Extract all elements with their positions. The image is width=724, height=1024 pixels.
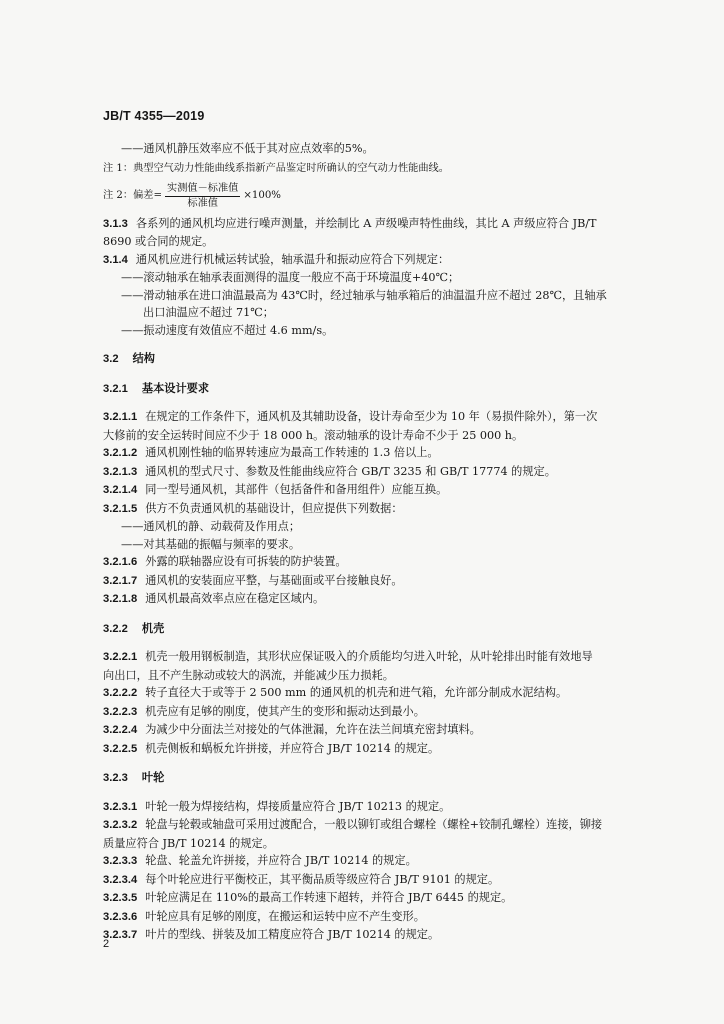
clause-number: 3.2.2.1 bbox=[103, 651, 138, 663]
section-number: 3.2.3 bbox=[103, 772, 128, 784]
clause-text: 机壳应有足够的刚度，使其产生的变形和振动达到最小。 bbox=[145, 704, 425, 718]
clause-3-2-2-5 bbox=[103, 740, 623, 759]
clause-3-1-3 bbox=[103, 215, 623, 234]
dash-item-cont: 出口油温应不超过 71℃； bbox=[143, 306, 274, 319]
clause-3-2-2-4 bbox=[103, 721, 623, 740]
section-number: 3.2.2 bbox=[103, 622, 128, 635]
clause-text: 各系列的通风机均应进行噪声测量，并绘制比 A 声级噪声特性曲线，其比 A 声级应符合 JB/T bbox=[135, 216, 597, 230]
clause-number: 3.2.3.5 bbox=[103, 892, 138, 904]
section-3-2-2-heading bbox=[103, 621, 623, 639]
note-2-suffix: ×100% bbox=[243, 190, 281, 202]
clause-text: 叶轮一般为焊接结构，焊接质量应符合 JB/T 10213 的规定。 bbox=[145, 799, 451, 813]
deviation-fraction bbox=[165, 183, 240, 210]
section-3-2-heading bbox=[103, 351, 623, 369]
section-3-2-3-heading bbox=[103, 770, 623, 788]
clause-text: 通风机应进行机械运转试验，轴承温升和振动应符合下列规定： bbox=[135, 252, 450, 266]
dash-item: ——对其基础的振幅与频率的要求。 bbox=[121, 537, 301, 551]
clause-3-2-1-6 bbox=[103, 553, 623, 572]
page-number: 2 bbox=[103, 938, 110, 950]
clause-number: 3.2.3.3 bbox=[103, 855, 138, 867]
clause-3-2-2-1 bbox=[103, 648, 623, 667]
clause-text: 通风机的型式尺寸、参数及性能曲线应符合 GB/T 3235 和 GB/T 17774 的规定。 bbox=[145, 464, 556, 478]
note-1: 注 1：典型空气动力性能曲线系指新产品鉴定时所确认的空气动力性能曲线。 bbox=[103, 162, 449, 174]
section-number: 3.2.1 bbox=[103, 382, 128, 395]
section-title: 机壳 bbox=[141, 622, 165, 635]
note-2-prefix: 注 2：偏差= bbox=[103, 190, 163, 202]
clause-text: 机壳一般用钢板制造，其形状应保证吸入的介质能均匀进入叶轮，从叶轮排出时能有效地导 bbox=[145, 650, 593, 663]
clause-number: 3.2.1.4 bbox=[103, 484, 138, 496]
clause-text: 通风机刚性轴的临界转速应为最高工作转速的 1.3 倍以上。 bbox=[145, 446, 439, 459]
clause-text: 同一型号通风机，其部件（包括备件和备用组件）应能互换。 bbox=[145, 483, 448, 496]
clause-number: 3.2.1.8 bbox=[103, 593, 138, 605]
clause-3-1-4 bbox=[103, 251, 623, 270]
clause-text: 机壳侧板和蜗板允许拼接，并应符合 JB/T 10214 的规定。 bbox=[145, 741, 440, 755]
clause-text: 在规定的工作条件下，通风机及其辅助设备，设计寿命至少为 10 年（易损件除外），第一次 bbox=[145, 410, 598, 423]
clause-number: 3.1.3 bbox=[103, 217, 128, 230]
clause-text: 转子直径大于或等于 2 500 mm 的通风机的机壳和进气箱，允许部分制成水泥结构。 bbox=[145, 686, 568, 699]
clause-number: 3.2.2.4 bbox=[103, 724, 138, 736]
clause-number: 3.2.2.5 bbox=[103, 742, 138, 755]
clause-text: 通风机最高效率点应在稳定区域内。 bbox=[145, 592, 325, 605]
section-title: 叶轮 bbox=[141, 772, 165, 784]
dash-item: ——滚动轴承在轴承表面测得的温度一般应不高于环境温度+40℃； bbox=[121, 271, 460, 284]
document-body bbox=[103, 140, 623, 945]
note-2-formula bbox=[103, 183, 623, 210]
clause-text: 外露的联轴器应设有可拆装的防护装置。 bbox=[145, 555, 347, 568]
clause-text: 轮盘、轮盖允许拼接，并应符合 JB/T 10214 的规定。 bbox=[145, 854, 417, 867]
clause-3-2-1-5 bbox=[103, 500, 623, 519]
fraction-denominator: 标准值 bbox=[187, 197, 218, 209]
clause-number: 3.2.2.2 bbox=[103, 687, 138, 699]
clause-text: 叶轮应具有足够的刚度，在搬运和运转中应不产生变形。 bbox=[145, 909, 425, 923]
clause-text: 轮盘与轮毂或轴盘可采用过渡配合，一般以铆钉或组合螺栓（螺栓+铰制孔螺栓）连接，铆接 bbox=[145, 818, 603, 831]
dash-item: ——振动速度有效值应不超过 4.6 mm/s。 bbox=[121, 323, 334, 337]
clause-number: 3.2.1.7 bbox=[103, 574, 138, 587]
clause-3-2-3-5 bbox=[103, 889, 623, 908]
dash-item: ——滑动轴承在进口油温最高为 43℃时，经过轴承与轴承箱后的油温温升应不超过 28℃，且轴承 bbox=[121, 288, 607, 302]
clause-text: 通风机的安装面应平整，与基础面或平台接触良好。 bbox=[145, 573, 403, 587]
clause-3-2-1-1 bbox=[103, 408, 623, 427]
section-3-2-1-heading bbox=[103, 381, 623, 399]
section-title: 结构 bbox=[132, 353, 155, 365]
efficiency-requirement: ——通风机静压效率应不低于其对应点效率的5%。 bbox=[121, 142, 374, 155]
clause-3-2-2-1-cont: 向出口，且不产生脉动或较大的涡流，并能减少压力损耗。 bbox=[103, 668, 394, 682]
clause-number: 3.2.3.4 bbox=[103, 873, 138, 886]
clause-3-2-3-2 bbox=[103, 816, 623, 835]
section-number: 3.2 bbox=[103, 353, 119, 365]
clause-number: 3.2.1.5 bbox=[103, 502, 138, 515]
clause-3-2-2-2 bbox=[103, 684, 623, 703]
clause-text: 叶片的型线、拼装及加工精度应符合 JB/T 10214 的规定。 bbox=[145, 928, 440, 941]
clause-3-2-1-1-cont: 大修前的安全运转时间应不少于 18 000 h。滚动轴承的设计寿命不少于 25 000 h。 bbox=[103, 428, 524, 442]
clause-3-2-1-7 bbox=[103, 572, 623, 591]
clause-3-2-1-4 bbox=[103, 481, 623, 500]
clause-number: 3.2.1.1 bbox=[103, 411, 138, 423]
clause-number: 3.2.3.1 bbox=[103, 800, 138, 813]
clause-3-2-3-3 bbox=[103, 852, 623, 871]
clause-3-2-3-2-cont: 质量应符合 JB/T 10214 的规定。 bbox=[103, 836, 274, 850]
clause-3-2-1-3 bbox=[103, 463, 623, 482]
clause-3-2-1-2 bbox=[103, 444, 623, 463]
clause-number: 3.2.3.2 bbox=[103, 819, 138, 831]
clause-number: 3.1.4 bbox=[103, 253, 128, 266]
clause-number: 3.2.1.2 bbox=[103, 447, 138, 459]
fraction-numerator: 实测值－标准值 bbox=[165, 183, 240, 197]
clause-number: 3.2.3.6 bbox=[103, 910, 138, 923]
section-title: 基本设计要求 bbox=[141, 382, 210, 395]
clause-number: 3.2.3.7 bbox=[103, 929, 138, 941]
clause-3-2-2-3 bbox=[103, 703, 623, 722]
clause-number: 3.2.1.6 bbox=[103, 556, 138, 568]
clause-text: 每个叶轮应进行平衡校正，其平衡品质等级应符合 JB/T 9101 的规定。 bbox=[145, 872, 500, 886]
clause-3-2-3-4 bbox=[103, 871, 623, 890]
clause-text: 叶轮应满足在 110%的最高工作转速下超转，并符合 JB/T 6445 的规定。 bbox=[145, 891, 513, 904]
clause-3-1-3-cont: 8690 或合同的规定。 bbox=[103, 235, 214, 248]
clause-3-2-3-6 bbox=[103, 908, 623, 927]
clause-text: 供方不负责通风机的基础设计，但应提供下列数据： bbox=[145, 501, 403, 515]
clause-3-2-1-8 bbox=[103, 590, 623, 609]
document-code: JB/T 4355—2019 bbox=[103, 109, 205, 123]
clause-3-2-3-7 bbox=[103, 926, 623, 945]
clause-text: 为减少中分面法兰对接处的气体泄漏，允许在法兰间填充密封填料。 bbox=[145, 723, 481, 736]
clause-number: 3.2.1.3 bbox=[103, 465, 138, 478]
clause-number: 3.2.2.3 bbox=[103, 705, 138, 718]
dash-item: ——通风机的静、动载荷及作用点； bbox=[121, 520, 301, 533]
clause-3-2-3-1 bbox=[103, 798, 623, 817]
